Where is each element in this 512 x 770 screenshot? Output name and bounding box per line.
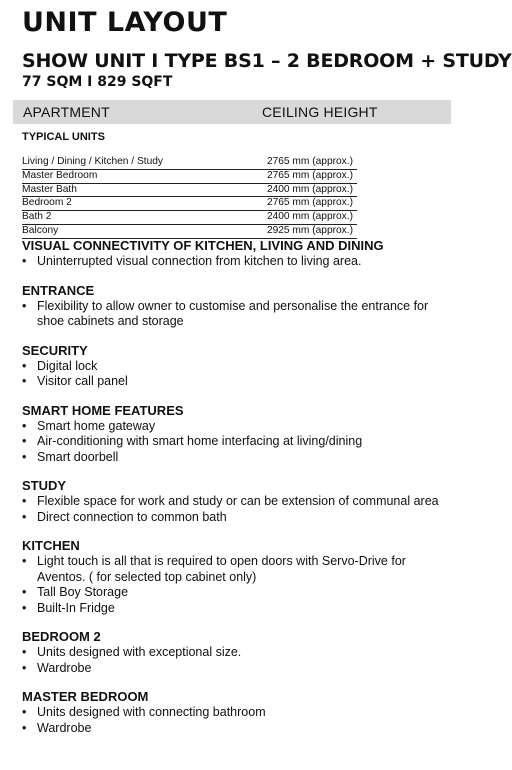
bullet-icon: •: [22, 298, 27, 313]
unit-type-subtitle: SHOW UNIT I TYPE BS1 – 2 BEDROOM + STUDY: [22, 50, 512, 72]
unit-size: 77 SQM I 829 SQFT: [22, 74, 173, 90]
room-name: Master Bedroom: [22, 169, 98, 181]
section-title: STUDY: [22, 478, 67, 493]
ceiling-height-value: 2765 mm (approx.): [266, 197, 353, 209]
list-item: [22, 721, 447, 737]
list-item: [22, 359, 447, 375]
room-name: Master Bath: [22, 183, 77, 195]
section-title: SMART HOME FEATURES: [22, 402, 184, 418]
typical-units-label: TYPICAL UNITS: [22, 131, 105, 143]
list-item-text: Units designed with connecting bathroom: [37, 705, 266, 719]
ceiling-height-value: 2400 mm (approx.): [266, 211, 353, 223]
feature-list: [22, 419, 447, 466]
list-item-text: Wardrobe: [37, 660, 92, 675]
bullet-icon: •: [22, 705, 27, 719]
list-item: [22, 419, 447, 435]
feature-section: [22, 478, 447, 525]
section-title: KITCHEN: [22, 538, 80, 553]
ceiling-height-value: 2925 mm (approx.): [266, 224, 353, 236]
section-title: SECURITY: [22, 342, 88, 358]
feature-section: [22, 629, 447, 676]
features-content: [22, 238, 447, 749]
list-item: [22, 494, 447, 510]
bullet-icon: •: [22, 418, 27, 433]
list-item: [22, 585, 447, 601]
ceiling-row: [22, 156, 357, 170]
bullet-icon: •: [22, 585, 27, 599]
list-item: [22, 661, 447, 677]
list-item: [22, 645, 447, 661]
bullet-icon: •: [22, 554, 27, 568]
list-item-text: Smart doorbell: [37, 449, 119, 464]
feature-list: [22, 645, 447, 676]
list-item: [22, 374, 447, 390]
list-item-text: Digital lock: [37, 358, 98, 373]
list-item: [22, 705, 447, 721]
bullet-icon: •: [22, 720, 27, 735]
bullet-icon: •: [22, 509, 27, 524]
list-item: [22, 254, 447, 270]
feature-section: [22, 343, 447, 390]
list-item: [22, 299, 447, 330]
list-item-text: Visitor call panel: [37, 374, 128, 388]
bullet-icon: •: [22, 600, 27, 615]
ceiling-row: [22, 184, 357, 198]
list-item-text: Flexibility to allow owner to customise and personalise the entrance for shoe cabinets and storage: [37, 298, 429, 328]
feature-list: [22, 299, 447, 330]
ceiling-row: [22, 225, 357, 239]
list-item-text: Light touch is all that is required to open doors with Servo-Drive for Aventos. ( for selected top cabinet only): [37, 554, 406, 584]
page-title: UNIT LAYOUT: [22, 7, 228, 38]
apartment-header: APARTMENT: [23, 104, 110, 120]
feature-section: [22, 689, 447, 736]
list-item-text: Built-In Fridge: [37, 600, 115, 615]
section-title: VISUAL CONNECTIVITY OF KITCHEN, LIVING AND DINING: [22, 238, 384, 253]
feature-list: [22, 494, 447, 525]
bullet-icon: •: [22, 645, 27, 659]
ceiling-table-header: [13, 100, 451, 124]
ceiling-row: [22, 211, 357, 225]
feature-list: [22, 554, 447, 616]
ceiling-row: [22, 197, 357, 211]
feature-section: [22, 238, 447, 270]
list-item-text: Units designed with exceptional size.: [37, 645, 242, 659]
bullet-icon: •: [22, 434, 27, 448]
bullet-icon: •: [22, 494, 27, 508]
feature-section: [22, 538, 447, 616]
list-item: [22, 510, 447, 526]
list-item-text: Wardrobe: [37, 720, 92, 735]
section-title: ENTRANCE: [22, 282, 95, 298]
room-name: Living / Dining / Kitchen / Study: [22, 156, 164, 167]
list-item-text: Air-conditioning with smart home interfacing at living/dining: [37, 434, 363, 448]
bullet-icon: •: [22, 660, 27, 675]
section-title: BEDROOM 2: [22, 629, 101, 644]
section-title: MASTER BEDROOM: [22, 689, 149, 704]
feature-list: [22, 254, 447, 270]
bullet-icon: •: [22, 254, 27, 268]
list-item-text: Smart home gateway: [37, 418, 156, 433]
feature-list: [22, 705, 447, 736]
room-name: Bath 2: [22, 211, 52, 223]
feature-list: [22, 359, 447, 390]
ceiling-height-value: 2400 mm (approx.): [266, 183, 353, 195]
room-name: Balcony: [22, 224, 59, 236]
list-item: [22, 554, 447, 585]
list-item: [22, 450, 447, 466]
ceiling-height-header: CEILING HEIGHT: [262, 104, 378, 120]
list-item-text: Flexible space for work and study or can be extension of communal area: [37, 494, 439, 508]
feature-section: [22, 403, 447, 466]
list-item: [22, 434, 447, 450]
list-item-text: Tall Boy Storage: [37, 585, 129, 599]
bullet-icon: •: [22, 374, 27, 388]
list-item-text: Uninterrupted visual connection from kitchen to living area.: [37, 254, 362, 268]
bullet-icon: •: [22, 449, 27, 464]
ceiling-row: [22, 170, 357, 184]
ceiling-height-table: [22, 156, 357, 239]
ceiling-height-value: 2765 mm (approx.): [266, 169, 353, 181]
room-name: Bedroom 2: [22, 197, 72, 209]
list-item: [22, 601, 447, 617]
bullet-icon: •: [22, 358, 27, 373]
feature-section: [22, 283, 447, 330]
list-item-text: Direct connection to common bath: [37, 509, 227, 524]
ceiling-height-value: 2765 mm (approx.): [266, 156, 353, 167]
